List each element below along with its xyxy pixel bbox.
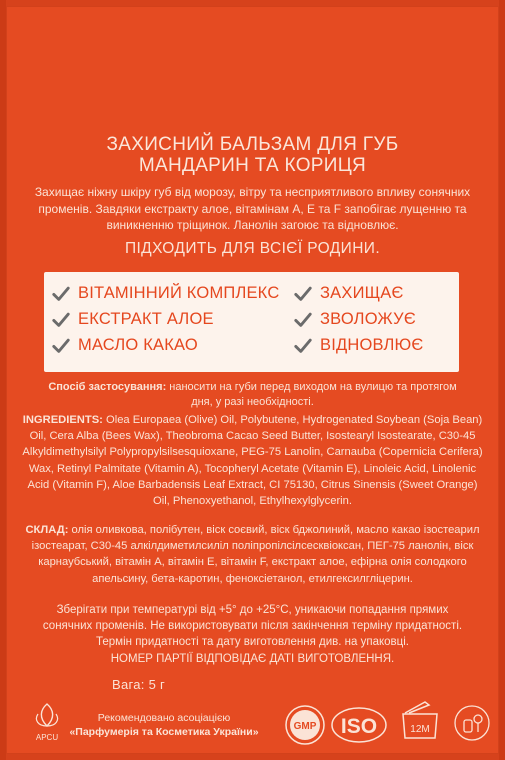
iso-badge-icon bbox=[330, 703, 388, 747]
check-icon bbox=[294, 337, 312, 355]
edge-bottom bbox=[0, 754, 505, 760]
storage-line: Зберігати при температурі від +5° до +25°С, уникаючи попадання прямих bbox=[56, 604, 449, 616]
product-title-line1: ЗАХИСНИЙ БАЛЬЗАМ ДЛЯ ГУБ bbox=[106, 134, 399, 155]
gmp-badge-text: GMP bbox=[293, 721, 317, 732]
iso-badge-text: ISO bbox=[340, 715, 378, 738]
check-icon bbox=[52, 311, 70, 329]
storage-line: Термін придатності та дату виготовлення див. на упаковці. bbox=[96, 636, 409, 649]
apcu-logo-icon bbox=[30, 700, 64, 744]
benefit-label: МАСЛО КАКАО bbox=[78, 336, 198, 354]
benefit-item bbox=[52, 310, 214, 329]
ingredients-list bbox=[20, 412, 485, 509]
edge-right bbox=[499, 0, 505, 760]
benefit-label: ЗВОЛОЖУЄ bbox=[320, 310, 416, 328]
sklad-text: олія оливкова, полібутен, віск соєвий, віск бджолиний, масло какао ізостеарил ізостеарат, С30-45 алкілдиметилсиліл поліпропілсілсесквіоксан, ПЕГ-75 ланолін, віск карнаубський, вітамін А, вітамін Е, вітамін F, екстракт алое, ефірна олія солодкого апельсину, бета-каротин, феноксіетанол, етилгексилгліцерин. bbox=[31, 524, 480, 585]
benefit-label: ВІТАМІННИЙ КОМПЛЕКС bbox=[78, 284, 280, 302]
net-weight: Вага: 5 г bbox=[112, 677, 166, 692]
apcu-logo-text: APCU bbox=[35, 733, 59, 742]
check-icon bbox=[294, 285, 312, 303]
benefit-item bbox=[294, 310, 416, 329]
product-title-line2: МАНДАРИН ТА КОРИЦЯ bbox=[138, 155, 367, 176]
product-description: Захищає ніжну шкіру губ від морозу, вітру та несприятливого впливу сонячних променів. Завдяки екстракту алое, вітамінам А, Е та F запобігає лущенню та виникненню тріщинок. Ланолін загоює та відновлює. bbox=[34, 185, 471, 232]
open-jar-12m-icon bbox=[395, 698, 445, 748]
storage-line: сонячних променів. Не використовувати після закінчення терміну придатності. bbox=[42, 620, 463, 633]
check-icon bbox=[52, 337, 70, 355]
storage-instructions bbox=[20, 602, 485, 667]
ingredients-text: Olea Europaea (Olive) Oil, Polybutene, Hydrogenated Soybean (Soja Bean) Oil, Cera Alba (Bees Wax), Theobroma Cacao Seed Butter, Isostearyl Isostearate, C30-45 Alkyldimethylsilyl Polypropylsilsesquioxane, PEG-75 Lanolin, Carnauba (Copernicia Cerifera) Wax, Retinyl Palmitate (Vitamin A), Tocopheryl Acetate (Vitamin E), Linoleic Acid, Linolenic Acid (Vitamin F), Aloe Barbadensis Leaf Extract, CI 75130, Citrus Sinensis (Sweet Orange) Oil, Phenoxyethanol, Ethylhexylglycerin. bbox=[22, 414, 483, 508]
benefit-label: ЗАХИЩАЄ bbox=[320, 284, 404, 302]
benefits-box bbox=[44, 272, 459, 372]
association-line1: Рекомендовано асоціацією bbox=[97, 712, 231, 724]
ingredients-label: INGREDIENTS: bbox=[22, 414, 103, 426]
benefit-item bbox=[294, 336, 424, 355]
product-title bbox=[30, 134, 475, 176]
usage-instructions bbox=[40, 380, 465, 410]
sklad-label: СКЛАД: bbox=[25, 524, 69, 536]
batch-note: НОМЕР ПАРТІЇ ВІДПОВІДАЄ ДАТІ ВИГОТОВЛЕННЯ. bbox=[110, 652, 395, 665]
association-line2: «Парфумерія та Косметика України» bbox=[69, 725, 259, 738]
benefit-item bbox=[294, 284, 404, 303]
tube-icon bbox=[452, 703, 492, 743]
check-icon bbox=[52, 285, 70, 303]
gmp-badge-icon bbox=[283, 703, 327, 747]
benefit-item bbox=[52, 336, 198, 355]
benefit-item bbox=[52, 284, 279, 303]
benefit-label: ЕКСТРАКТ АЛОЕ bbox=[78, 310, 214, 328]
check-icon bbox=[294, 311, 312, 329]
pao-badge-text: 12M bbox=[410, 724, 430, 735]
association-recommendation bbox=[64, 712, 264, 739]
benefit-label: ВІДНОВЛЮЄ bbox=[320, 336, 424, 354]
sklad-list bbox=[20, 522, 485, 587]
family-suitability: ПІДХОДИТЬ ДЛЯ ВСІЄЇ РОДИНИ. bbox=[124, 240, 381, 257]
usage-text: наносити на губи перед виходом на вулицю та протягом дня, у разі необхідності. bbox=[166, 381, 457, 408]
usage-label: Спосіб застосування: bbox=[48, 381, 167, 393]
